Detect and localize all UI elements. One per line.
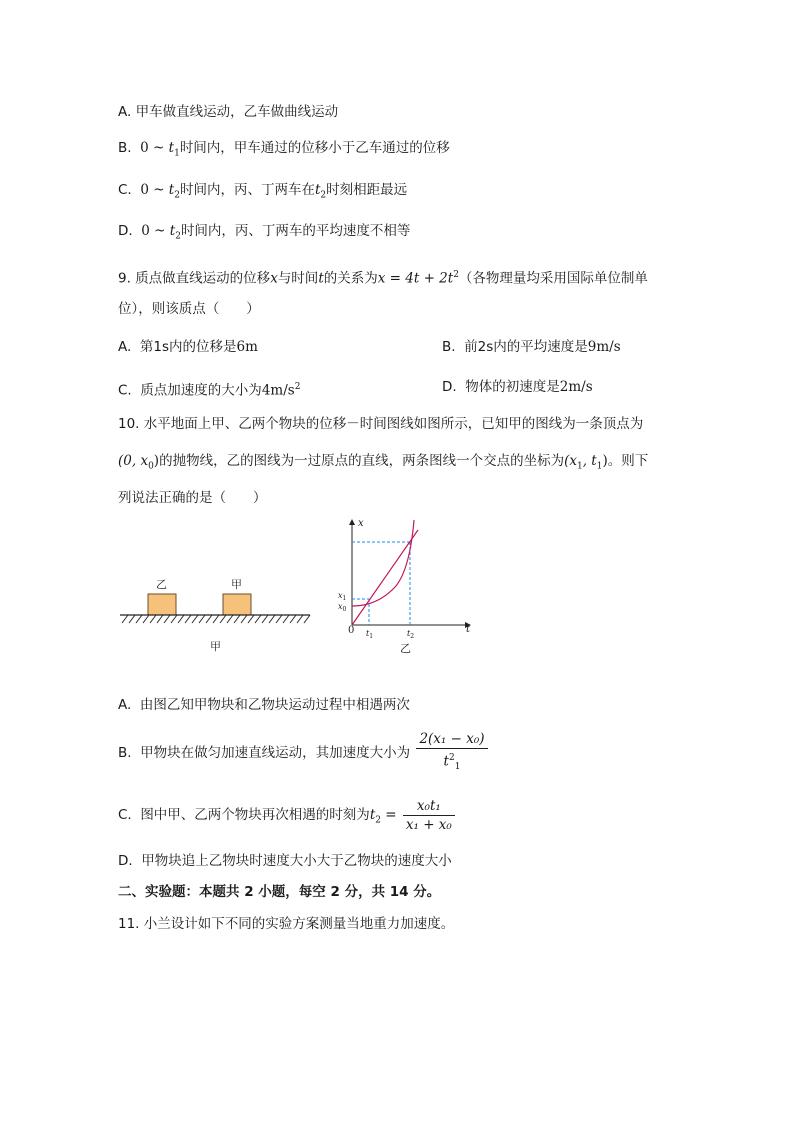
label-yi: 乙: [156, 578, 167, 591]
ground-hatching: [122, 615, 310, 623]
question-number: 9.: [118, 270, 131, 287]
option-value: 2m/s: [559, 379, 593, 395]
question-number: 10.: [118, 416, 140, 432]
option-label: A.: [118, 104, 132, 120]
q10-text: 列说法正确的是（ ）: [118, 490, 267, 506]
figure-caption-yi: 乙: [400, 642, 411, 655]
figure-xt-graph: [330, 512, 480, 660]
q9-option-a: [118, 337, 258, 357]
q10-option-a: [118, 695, 410, 715]
range-start: 0 ~: [140, 182, 169, 198]
figure-caption-jia: 甲: [210, 640, 221, 653]
q9-text: （各物理量均采用国际单位制单: [458, 270, 648, 287]
option-text: 质点加速度的大小为: [140, 382, 262, 399]
option-text: 第1s内的位移是: [139, 339, 237, 355]
option-label: C.: [118, 807, 132, 823]
time-sub: 2: [175, 231, 181, 242]
q10-text: 水平地面上甲、乙两个物块的位移－时间图线如图所示，已知甲的图线为一条顶点为: [143, 416, 644, 432]
option-text: 前2s内的平均速度是: [464, 339, 588, 355]
option-label: B.: [118, 745, 132, 762]
vertex-coord: (0, x: [118, 453, 149, 469]
lhs-var: t: [369, 807, 376, 823]
option-text: 时间内，丙、丁两车的平均速度不相等: [180, 223, 411, 239]
tick-t1: $t_1$: [366, 629, 374, 640]
q10-text: 的抛物线，乙的图线为一过原点的直线，两条图线一个交点的坐标为: [159, 453, 565, 469]
origin-label: 0: [348, 625, 355, 636]
vertex-sub: 0: [148, 461, 154, 472]
q9-option-d: [442, 377, 593, 397]
var-t: t: [318, 270, 324, 287]
section-title: 二、实验题：本题共 2 小题，每空 2 分，共 14 分。: [118, 884, 441, 900]
q9-option-c: [118, 377, 300, 401]
fraction-time: [403, 797, 455, 834]
option-text: 甲车做直线运动，乙车做曲线运动: [135, 104, 339, 120]
equals-sign: =: [380, 807, 397, 823]
time-sub-2: 2: [320, 190, 327, 201]
time-var-2: t: [314, 182, 321, 198]
tick-t2: $t_2$: [407, 629, 415, 640]
axis-label-x: x: [358, 518, 364, 529]
option-text: 时间内，丙、丁两车在: [179, 182, 315, 198]
vertex-end: ): [153, 453, 160, 469]
lhs-sub: 2: [375, 815, 381, 826]
den-var: t: [443, 753, 449, 770]
q11-text: 小兰设计如下不同的实验方案测量当地重力加速度。: [143, 916, 455, 932]
label-jia: 甲: [231, 578, 242, 591]
tick-x0: $x_0$: [338, 602, 347, 613]
q10-option-d: [118, 851, 452, 871]
option-text: 时间内，甲车通过的位移小于乙车通过的位移: [179, 140, 450, 156]
q10-stem-line3: [118, 488, 267, 508]
time-sub: 1: [174, 148, 180, 159]
q8-option-d: [118, 221, 410, 247]
figure-blocks: [118, 570, 314, 660]
option-value: 9m/s: [587, 339, 621, 355]
option-label: D.: [118, 223, 133, 239]
fraction-numerator: x₀t₁: [416, 797, 441, 814]
den-exp: 2: [448, 753, 455, 763]
line-yi: [352, 530, 418, 625]
time-var: t: [169, 223, 176, 239]
q8-option-a: [118, 102, 338, 122]
tick-x1: $x_1$: [338, 591, 347, 602]
option-label: D.: [442, 379, 457, 395]
fraction-accel: [416, 730, 487, 776]
q10-stem-line1: [118, 414, 643, 434]
q10-stem-line2: [118, 451, 648, 477]
formula-exp: 2: [453, 270, 459, 280]
time-var: t: [168, 140, 175, 156]
option-text: 由图乙知甲物块和乙物块运动过程中相遇两次: [139, 697, 410, 713]
q9-option-b: [442, 337, 621, 357]
point-coord: (x: [564, 453, 577, 469]
option-text: 图中甲、乙两个物块再次相遇的时刻为: [140, 807, 370, 823]
option-text: 物体的初速度是: [465, 379, 560, 395]
q9-stem-line1: [118, 265, 648, 289]
q9-text: 位），则该质点（ ）: [118, 301, 260, 317]
q9-formula: x = 4t + 2t: [377, 270, 454, 287]
q8-option-c: [118, 180, 407, 206]
fraction-denominator: [416, 748, 487, 776]
q9-text: 与时间: [277, 270, 319, 287]
option-text: 甲物块在做匀加速直线运动，其加速度大小为: [140, 745, 411, 762]
option-value: 4m/s: [261, 382, 295, 399]
time-var: t: [168, 182, 175, 198]
parabola-jia: [352, 520, 414, 606]
fraction-denominator: x₁ + x₀: [403, 815, 455, 834]
q9-text: 质点做直线运动的位移: [135, 270, 271, 287]
range-start: 0 ~: [140, 140, 169, 156]
option-text: 甲物块追上乙物块时速度大小大于乙物块的速度大小: [141, 853, 452, 869]
option-label: D.: [118, 853, 133, 869]
q9-text: 的关系为: [323, 270, 378, 287]
axis-label-t: t: [466, 624, 471, 635]
option-label: C.: [118, 182, 132, 198]
var-x: x: [270, 270, 278, 287]
block-yi: [148, 594, 176, 615]
option-label: A.: [118, 339, 132, 355]
q8-option-b: [118, 138, 450, 164]
q10-option-c: [118, 795, 455, 841]
q10-option-b: [118, 730, 488, 776]
q10-text: 。则下: [607, 453, 649, 469]
option-value: 6m: [236, 339, 258, 355]
den-sub: 1: [454, 762, 461, 773]
q11-stem: [118, 914, 454, 934]
block-jia: [223, 594, 251, 615]
option-label: B.: [118, 140, 132, 156]
fraction-numerator: 2(x₁ − x₀): [419, 731, 485, 747]
range-start: 0 ~: [141, 223, 170, 239]
q9-stem-line2: [118, 299, 260, 319]
option-label: C.: [118, 382, 132, 399]
point-sub: 1: [596, 461, 603, 472]
point-mid: , t: [582, 453, 597, 469]
time-sub: 2: [174, 190, 180, 201]
option-label: A.: [118, 697, 132, 713]
point-sub: 1: [576, 461, 583, 472]
point-end: ): [602, 453, 608, 469]
question-number: 11.: [118, 916, 140, 932]
unit-exp: 2: [294, 382, 301, 392]
option-label: B.: [442, 339, 456, 355]
option-text-end: 时刻相距最远: [326, 182, 408, 198]
